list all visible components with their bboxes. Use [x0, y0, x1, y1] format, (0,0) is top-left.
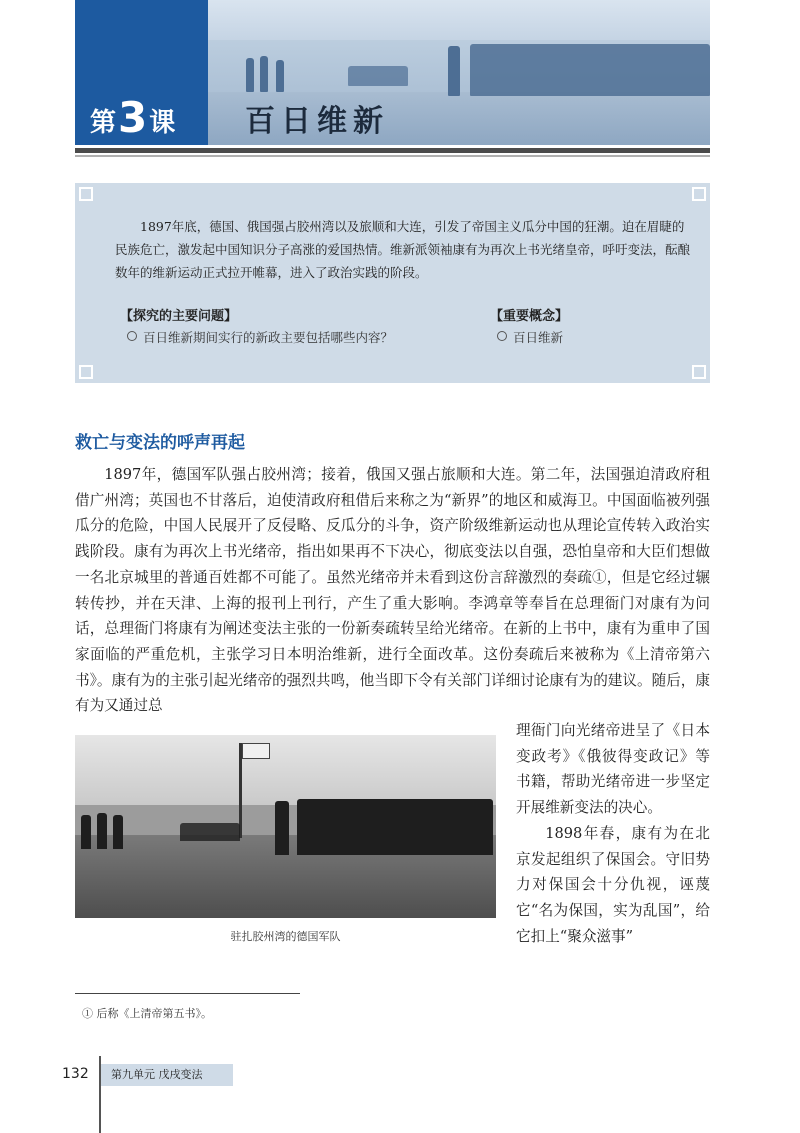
section-heading: 救亡与变法的呼声再起: [75, 433, 245, 453]
intro-paragraph: 1897年底，德国、俄国强占胶州湾以及旅顺和大连，引发了帝国主义瓜分中国的狂潮。迫在眉睫的民族危亡，激发起中国知识分子高涨的爱国热情。维新派领袖康有为再次上书光绪皇帝，呼吁变法，酝酿数年的维新运动正式拉开帷幕，进入了政治实践的阶段。: [115, 219, 691, 280]
body-paragraph: 1897年，德国军队强占胶州湾；接着，俄国又强占旅顺和大连。第二年，法国强迫清政府租借广州湾；英国也不甘落后，迫使清政府租借后来称之为“新界”的地区和威海卫。中国面临被列强瓜分的危险，中国人民展开了反侵略、反瓜分的斗争，资产阶级维新运动也从理论宣传转入政治实践阶段。康有为再次上书光绪帝，指出如果再不下决心，彻底变法以自强，恐怕皇帝和大臣们想做一名北京城里的普通百姓都不可能了。虽然光绪帝并未看到这份言辞激烈的奏疏①，但是它经过辗转传抄，并在天津、上海的报刊上刊行，产生了重大影响。李鸿章等奉旨在总理衙门对康有为问话，总理衙门将康有为阐述变法主张的一份新奏疏转呈给光绪帝。在新的上书中，康有为重申了国家面临的严重危机，主张学习日本明治维新，进行全面改革。这份奏疏后来被称为《上清帝第六书》。康有为的主张引起光绪帝的强烈共鸣，他当即下令有关部门详细讨论康有为的建议。随后，康有为又通过总: [75, 466, 710, 715]
wrapped-text-continuation: 理衙门向光绪帝进呈了《日本变政考》《俄彼得变政记》等书籍，帮助光绪帝进一步坚定开展维新变法的决心。: [516, 722, 710, 817]
lesson-banner: [75, 0, 710, 145]
wrapped-text-paragraph: 1898年春，康有为在北京发起组织了保国会。守旧势力对保国会十分仇视，诬蔑它“名为保国，实为乱国”，给它扣上“聚众滋事”: [516, 824, 710, 945]
corner-ornament: [692, 365, 706, 379]
page-number: 132: [62, 1066, 89, 1082]
concept-item: [497, 328, 563, 346]
flag-icon: [242, 743, 270, 759]
unit-label: 第九单元 戊戌变法: [101, 1064, 233, 1086]
lesson-intro-box: [75, 183, 710, 383]
photo-caption: 驻扎胶州湾的德国军队: [230, 930, 341, 943]
footnote: ① 后称《上清帝第五书》。: [82, 1007, 212, 1020]
main-question-item: [127, 328, 393, 346]
german-troops-photo: [75, 735, 496, 918]
lesson-suffix: 课: [149, 108, 176, 138]
concept-heading: 【重要概念】: [490, 309, 569, 324]
bullet-circle-icon: [497, 331, 507, 341]
corner-ornament: [692, 187, 706, 201]
wrapped-text-column: [516, 718, 710, 949]
lesson-title: 百日维新: [245, 104, 389, 139]
concept-text: 百日维新: [513, 330, 564, 345]
lesson-number-label: [90, 93, 176, 142]
banner-divider-thin: [75, 155, 710, 157]
banner-divider: [75, 148, 710, 153]
main-question-heading: 【探究的主要问题】: [120, 309, 238, 324]
lesson-number: 3: [118, 93, 148, 142]
footnote-divider: [75, 993, 300, 994]
corner-ornament: [79, 365, 93, 379]
bullet-circle-icon: [127, 331, 137, 341]
lesson-prefix: 第: [90, 108, 117, 138]
main-question-text: 百日维新期间实行的新政主要包括哪些内容？: [143, 330, 394, 345]
corner-ornament: [79, 187, 93, 201]
